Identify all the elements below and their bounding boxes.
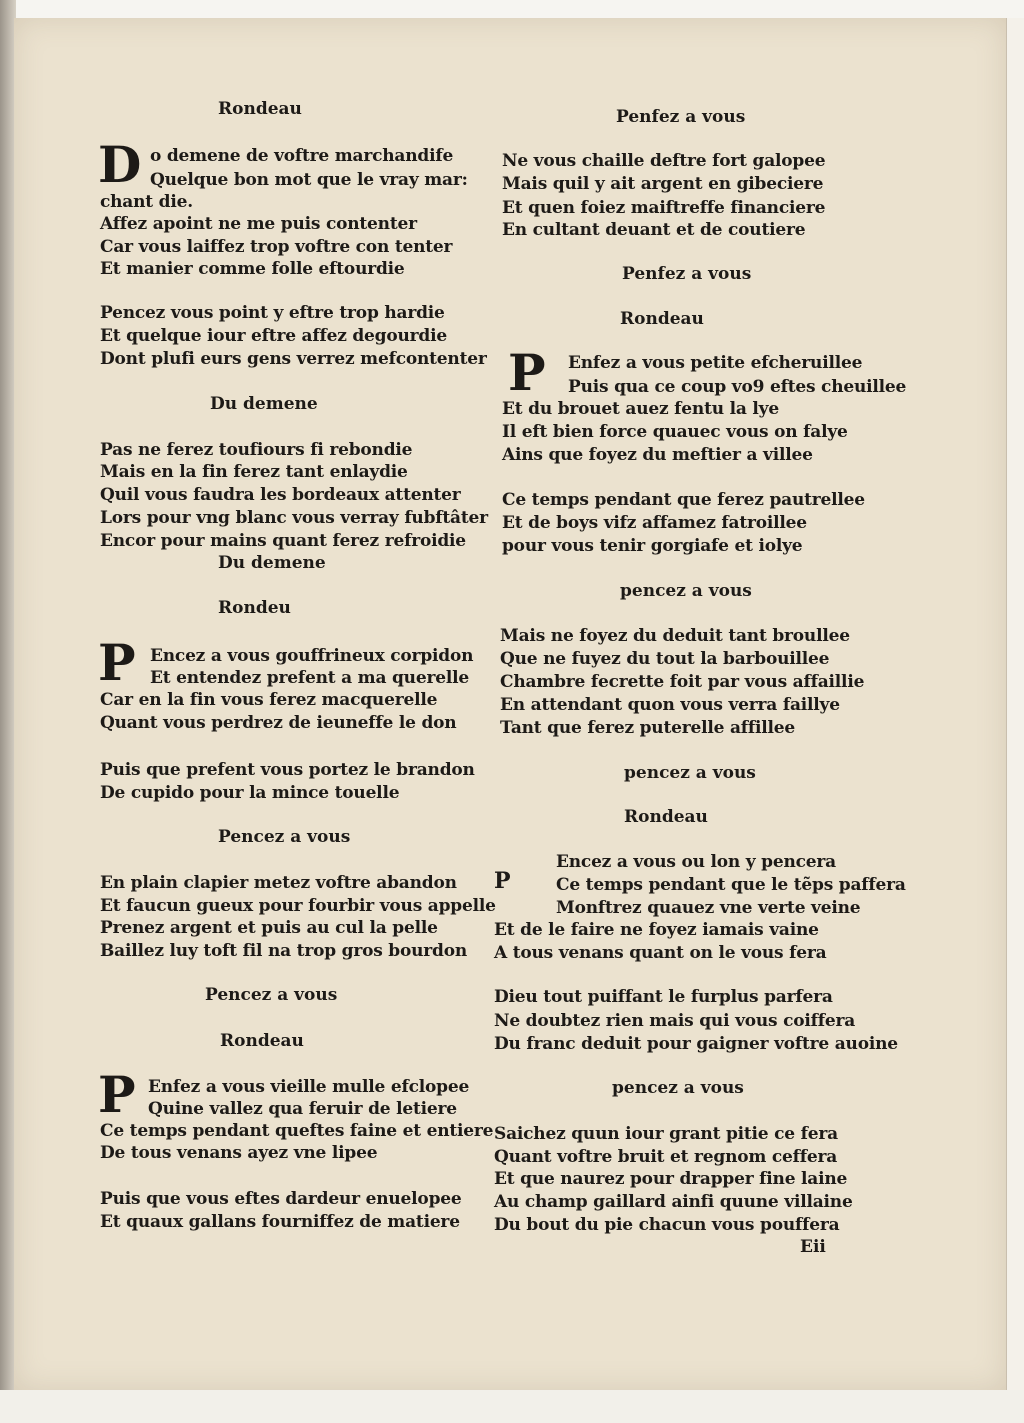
decorated-initial: P (508, 343, 546, 402)
verse-line: Et manier comme folle eftourdie (100, 259, 405, 279)
verse-line: Monftrez quauez vne verte veine (556, 898, 861, 918)
verse-line: Ce temps pendant que le tẽps paffera (556, 875, 906, 895)
verse-line: Baillez luy toft fil na trop gros bourdon (100, 941, 468, 961)
verse-line: Affez apoint ne me puis contenter (100, 214, 417, 234)
verse-line: Lors pour vng blanc vous verray fubftâter (100, 508, 488, 528)
verse-line: En attendant quon vous verra faillye (500, 695, 840, 715)
verse-line: Et quen foiez maiftreffe financiere (502, 198, 826, 218)
verse-line: Et que naurez pour drapper fine laine (494, 1169, 848, 1189)
bottom-margin (0, 1390, 1024, 1423)
verse-line: pour vous tenir gorgiafe et iolye (502, 536, 803, 556)
verse-line: Dont plufi eurs gens verrez mefcontenter (100, 349, 487, 369)
verse-line: Quant vous perdrez de ieuneffe le don (100, 713, 457, 733)
verse-line: Prenez argent et puis au cul la pelle (100, 918, 438, 938)
verse-line: Et de le faire ne foyez iamais vaine (494, 920, 819, 940)
verse-line: Enfez a vous petite efcheruillee (568, 353, 863, 373)
verse-line: Puis qua ce coup vo9 eftes cheuillee (568, 377, 907, 397)
verse-line: En cultant deuant et de coutiere (502, 220, 806, 240)
rondeau-heading: Rondeu (218, 598, 291, 618)
refrain-heading: pencez a vous (612, 1078, 744, 1098)
decorated-initial: P (494, 868, 511, 894)
verse-line: o demene de voftre marchandife (150, 146, 454, 166)
verse-line: Quil vous faudra les bordeaux attenter (100, 485, 461, 505)
verse-line: Ne doubtez rien mais qui vous coiffera (494, 1011, 856, 1031)
refrain-heading: Penfez a vous (616, 107, 746, 127)
rondeau-heading: Rondeau (218, 99, 302, 119)
verse-line: chant die. (100, 192, 193, 212)
refrain-heading: Pencez a vous (205, 985, 338, 1005)
verse-line: Et quelque iour eftre affez degourdie (100, 326, 447, 346)
verse-line: Quant voftre bruit et regnom ceffera (494, 1147, 838, 1167)
rondeau-heading: Rondeau (624, 807, 708, 827)
verse-line: Ce temps pendant queftes faine et entiere (100, 1121, 494, 1141)
verse-line: Ne vous chaille deftre fort galopee (502, 151, 826, 171)
verse-line: Du bout du pie chacun vous pouffera (494, 1215, 840, 1235)
verse-line: Encez a vous ou lon y pencera (556, 852, 836, 872)
verse-line: De tous venans ayez vne lipee (100, 1143, 378, 1163)
verse-line: En plain clapier metez voftre abandon (100, 873, 457, 893)
verse-line: Mais en la fin ferez tant enlaydie (100, 462, 408, 482)
verse-line: Ce temps pendant que ferez pautrellee (502, 490, 865, 510)
verse-line: Et du brouet auez fentu la lye (502, 399, 779, 419)
refrain-heading: pencez a vous (624, 763, 756, 783)
verse-line: Mais ne foyez du deduit tant broullee (500, 626, 850, 646)
verse-line: Du franc deduit pour gaigner voftre auoine (494, 1034, 898, 1054)
verse-line: Puis que prefent vous portez le brandon (100, 760, 475, 780)
verse-line: Ains que foyez du meftier a villee (502, 445, 813, 465)
signature-mark: Eii (800, 1237, 826, 1257)
decorated-initial: D (98, 135, 142, 194)
verse-line: Quine vallez qua feruir de letiere (148, 1099, 457, 1119)
decorated-initial: P (98, 1065, 136, 1124)
verse-line: Encor pour mains quant ferez refroidie (100, 531, 466, 551)
refrain-heading: Penfez a vous (622, 264, 752, 284)
verse-line: Saichez quun iour grant pitie ce fera (494, 1124, 838, 1144)
verse-line: Il eft bien force quauec vous on falye (502, 422, 848, 442)
refrain-heading: pencez a vous (620, 581, 752, 601)
verse-line: Encez a vous gouffrineux corpidon (150, 646, 474, 666)
verse-line: Chambre fecrette foit par vous affaillie (500, 672, 865, 692)
refrain-heading: Du demene (210, 394, 318, 414)
top-margin (0, 0, 1024, 18)
verse-line: Au champ gaillard ainfi quune villaine (494, 1192, 853, 1212)
verse-line: Quelque bon mot que le vray mar: (150, 170, 468, 190)
verse-line: Puis que vous eftes dardeur enuelopee (100, 1189, 462, 1209)
verse-line: Mais quil y ait argent en gibeciere (502, 174, 824, 194)
rondeau-heading: Rondeau (220, 1031, 304, 1051)
rondeau-heading: Rondeau (620, 309, 704, 329)
verse-line: Enfez a vous vieille mulle efclopee (148, 1077, 470, 1097)
verse-line: Dieu tout puiffant le furplus parfera (494, 987, 833, 1007)
verse-line: A tous venans quant on le vous fera (494, 943, 827, 963)
verse-line: Et entendez prefent a ma querelle (150, 668, 469, 688)
refrain-heading: Pencez a vous (218, 827, 351, 847)
decorated-initial: P (98, 633, 136, 692)
verse-line: Que ne fuyez du tout la barbouillee (500, 649, 830, 669)
verse-line: Pas ne ferez toufiours fi rebondie (100, 440, 413, 460)
verse-line: Et de boys vifz affamez fatroillee (502, 513, 807, 533)
verse-line: Tant que ferez puterelle affillee (500, 718, 796, 738)
verse-line: Et faucun gueux pour fourbir vous appelle (100, 896, 496, 916)
verse-line: De cupido pour la mince touelle (100, 783, 400, 803)
verse-line: Car vous laiffez trop voftre con tenter (100, 237, 453, 257)
verse-line: Pencez vous point y eftre trop hardie (100, 303, 445, 323)
refrain-heading: Du demene (218, 553, 326, 573)
verse-line: Car en la fin vous ferez macquerelle (100, 690, 438, 710)
verse-line: Et quaux gallans fourniffez de matiere (100, 1212, 460, 1232)
